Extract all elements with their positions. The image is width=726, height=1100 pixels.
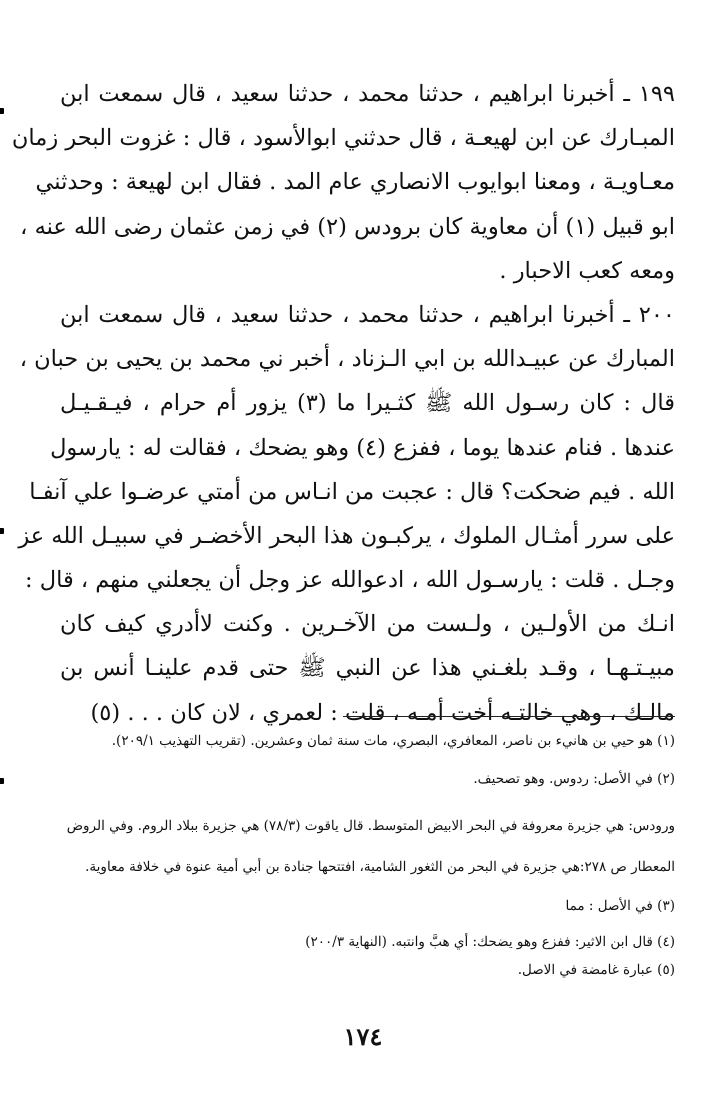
footnote-5: (٥) عبارة غامضة في الاصل. <box>517 962 675 978</box>
footnote-3: (٣) في الأصل : مما <box>565 898 675 914</box>
text-line: انـك من الأولـين ، ولـست من الآخـرين . وكنت لاأدري كيف كان <box>60 611 675 638</box>
page-number: ١٧٤ <box>343 1022 383 1051</box>
footnote-1: (١) هو حيي بن هانيء بن ناصر، المعافري، البصري، مات سنة ثمان وعشرين. (تقريب التهذيب ٢٠٩/١). <box>111 733 675 749</box>
footnote-separator <box>343 716 675 717</box>
footnotes <box>60 720 675 984</box>
text-line: المبـارك عن ابن لهيعـة ، قال حدثني ابوالأسود ، قال : غزوت البحر زمان <box>11 125 675 152</box>
text-line: عندها . فنام عندها يوما ، ففزع (٤) وهو يضحك ، فقالت له : يارسول <box>50 434 675 461</box>
text-line: مالـك ، وهي خالتـه أخت أمـه ، قلت : لعمري ، لان كان . . . (٥) <box>90 699 675 726</box>
footnote-2-continuation: ورودس: هي جزيرة معروفة في البحر الابيض المتوسط. قال ياقوت (٧٨/٣) هي جزيرة ببلاد الروم. وفي الروض <box>66 818 675 834</box>
text-line: على سرر أمثـال الملوك ، يركبـون هذا البحر الأخضـر في سبيـل الله عز <box>18 522 675 549</box>
scan-mark <box>0 108 4 114</box>
text-line: الله . فيم ضحكت؟ قال : عجبت من انـاس من أمتي عرضـوا علي آنفـا <box>29 478 675 505</box>
text-line: مبيـتـهـا ، وقـد بلغـني هذا عن النبي ﷺ حتى قدم علينـا أنس بن <box>60 655 675 682</box>
scan-mark <box>0 778 4 784</box>
footnote-2: (٢) في الأصل: ردوس. وهو تصحيف. <box>473 771 675 787</box>
text-line: معـاويـة ، ومعنا ابوايوب الانصاري عام المد . فقال ابن لهيعة : وحدثني <box>35 169 675 196</box>
footnote-2-continuation: المعطار ص ٢٧٨:هي جزيرة في البحر من الثغور الشامية، افتتحها جنادة بن أبي أمية عنوة في خلافة معاوية. <box>85 859 675 875</box>
footnote-4: (٤) قال ابن الاثير: ففزع وهو يضحك: أي هبَّ وانتبه. (النهاية ٢٠٠/٣) <box>305 934 675 950</box>
text-line: ١٩٩ ـ أخبرنا ابراهيم ، حدثنا محمد ، حدثنا سعيد ، قال سمعت ابن <box>60 81 675 107</box>
scan-mark <box>0 528 4 534</box>
text-line: المبارك عن عبيـدالله بن ابي الـزناد ، أخبر ني محمد بن يحيى بن حبان ، <box>19 346 675 373</box>
text-line: قال : كان رسـول الله ﷺ كثـيرا ما (٣) يزور أم حرام ، فيـقـيـل <box>60 390 675 417</box>
text-line: ٢٠٠ ـ أخبرنا ابراهيم ، حدثنا محمد ، حدثنا سعيد ، قال سمعت ابن <box>60 301 675 328</box>
text-line: وجـل . قلت : يارسـول الله ، ادعوالله عز وجل أن يجعلني منهم ، قال : <box>25 567 675 594</box>
text-line: ابو قبيل (١) أن معاوية كان برودس (٢) في زمن عثمان رضى الله عنه ، <box>20 213 675 240</box>
text-line: ومعه كعب الاحبار . <box>499 257 675 284</box>
main-text <box>11 72 675 735</box>
